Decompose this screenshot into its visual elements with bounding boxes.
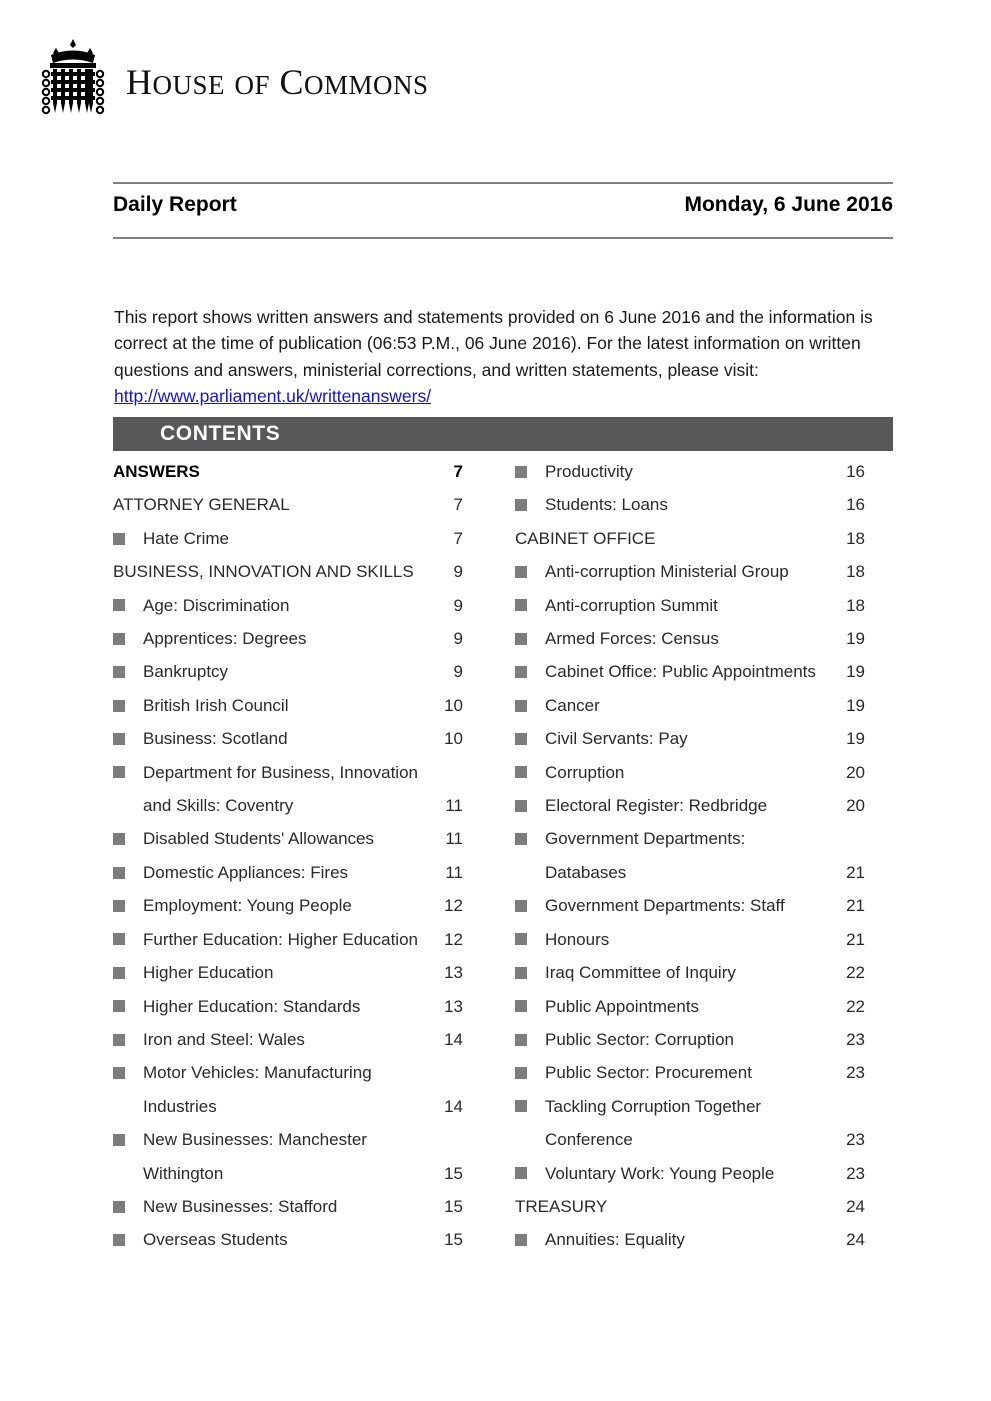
bullet-square-icon xyxy=(515,555,545,588)
bullet-square-icon xyxy=(113,1056,143,1089)
bullet-square-glyph xyxy=(113,1234,125,1246)
toc-entry-label: Apprentices: Degrees xyxy=(143,629,307,649)
toc-entry-label: BUSINESS, INNOVATION AND SKILLS xyxy=(113,562,414,582)
toc-entry-label: Department for Business, Innovation and Skills: Coventry xyxy=(143,762,418,816)
toc-entry[interactable] xyxy=(113,589,463,622)
bullet-square-icon xyxy=(113,1023,143,1056)
toc-entry[interactable] xyxy=(113,522,463,555)
bullet-square-icon xyxy=(515,1223,545,1256)
bullet-square-icon xyxy=(515,1023,545,1056)
bullet-square-icon xyxy=(515,455,545,488)
toc-entry-label: Cancer xyxy=(545,695,600,715)
bullet-square-glyph xyxy=(515,666,527,678)
toc-page-number: 21 xyxy=(846,862,865,882)
toc-page-number: 14 xyxy=(444,1029,463,1049)
toc-page-number: 21 xyxy=(846,929,865,949)
toc-entry[interactable] xyxy=(515,555,865,588)
bullet-square-icon xyxy=(113,589,143,622)
bullet-square-glyph xyxy=(113,1201,125,1213)
toc-entry[interactable] xyxy=(515,756,865,789)
toc-entry-label: Public Sector: Corruption xyxy=(545,1029,734,1049)
toc-page-number: 19 xyxy=(846,695,865,715)
toc-column-left xyxy=(113,455,463,1257)
bullet-square-glyph xyxy=(515,967,527,979)
masthead-title-h: H xyxy=(126,62,153,102)
toc-entry[interactable] xyxy=(515,1023,865,1056)
bullet-square-icon xyxy=(515,689,545,722)
toc-entry-label: Business: Scotland xyxy=(143,729,288,749)
bullet-square-glyph xyxy=(515,700,527,712)
toc-page-number: 13 xyxy=(444,996,463,1016)
toc-entry-label: Hate Crime xyxy=(143,528,229,548)
toc-entry-label: Higher Education: Standards xyxy=(143,996,361,1016)
bullet-square-icon xyxy=(515,956,545,989)
bullet-square-glyph xyxy=(113,833,125,845)
toc-entry[interactable] xyxy=(515,990,865,1023)
toc-entry-label: Government Departments: Databases xyxy=(545,829,746,882)
bullet-square-glyph xyxy=(515,499,527,511)
toc-entry[interactable] xyxy=(113,956,463,989)
bullet-square-glyph xyxy=(113,533,125,545)
toc-page-number: 15 xyxy=(444,1230,463,1250)
header-rule-top xyxy=(113,182,893,184)
bullet-square-glyph xyxy=(113,867,125,879)
bullet-square-glyph xyxy=(113,733,125,745)
written-answers-link[interactable]: http://www.parliament.uk/writtenanswers/ xyxy=(114,386,432,406)
bullet-square-icon xyxy=(515,488,545,521)
toc-entry[interactable] xyxy=(515,889,865,922)
portcullis-crown-icon xyxy=(38,36,108,128)
toc-page-number: 11 xyxy=(445,796,463,816)
toc-entry[interactable] xyxy=(515,689,865,722)
toc-entry-label: Anti-corruption Summit xyxy=(545,595,718,615)
table-of-contents xyxy=(113,455,893,1257)
bullet-square-icon xyxy=(113,756,143,789)
toc-entry-label: Cabinet Office: Public Appointments xyxy=(545,662,816,682)
masthead-title-c: C xyxy=(279,62,305,102)
intro-text: This report shows written answers and statements provided on 6 June 2016 and the information is correct at the time of publication (06:53 P.M., 06 June 2016). For the latest information on written questions and answers, ministerial corrections, and written statements, please visit: xyxy=(114,306,873,380)
toc-section-heading[interactable] xyxy=(113,455,463,488)
toc-page-number: 18 xyxy=(846,595,865,615)
toc-page-number: 9 xyxy=(453,629,463,649)
bullet-square-glyph xyxy=(113,1134,125,1146)
toc-entry-label: Iron and Steel: Wales xyxy=(143,1029,305,1049)
bullet-square-glyph xyxy=(113,900,125,912)
bullet-square-icon xyxy=(113,1223,143,1256)
toc-entry[interactable] xyxy=(113,1190,463,1223)
toc-entry-label: Employment: Young People xyxy=(143,896,352,916)
bullet-square-glyph xyxy=(113,599,125,611)
bullet-square-icon xyxy=(515,990,545,1023)
toc-entry[interactable] xyxy=(515,822,865,889)
bullet-square-glyph xyxy=(113,766,125,778)
bullet-square-glyph xyxy=(113,666,125,678)
toc-page-number: 24 xyxy=(846,1196,865,1216)
toc-section-heading[interactable] xyxy=(113,555,463,588)
bullet-square-glyph xyxy=(515,1067,527,1079)
toc-entry-label: TREASURY xyxy=(515,1196,608,1216)
toc-entry-label: Government Departments: Staff xyxy=(545,896,785,916)
toc-entry[interactable] xyxy=(515,455,865,488)
toc-entry[interactable] xyxy=(113,923,463,956)
toc-entry-label: Age: Discrimination xyxy=(143,595,290,615)
report-date: Monday, 6 June 2016 xyxy=(684,193,893,216)
bullet-square-glyph xyxy=(515,733,527,745)
bullet-square-icon xyxy=(515,923,545,956)
bullet-square-glyph xyxy=(113,1000,125,1012)
toc-column-right xyxy=(515,455,865,1257)
toc-page-number: 23 xyxy=(846,1029,865,1049)
toc-entry-label: Students: Loans xyxy=(545,495,668,515)
bullet-square-glyph xyxy=(515,1167,527,1179)
bullet-square-icon xyxy=(113,990,143,1023)
toc-page-number: 15 xyxy=(444,1196,463,1216)
toc-page-number: 19 xyxy=(846,729,865,749)
toc-page-number: 23 xyxy=(846,1163,865,1183)
toc-page-number: 9 xyxy=(453,595,463,615)
toc-entry-label: ATTORNEY GENERAL xyxy=(113,495,290,515)
toc-entry[interactable] xyxy=(515,722,865,755)
toc-entry-label: Honours xyxy=(545,929,610,949)
toc-entry[interactable] xyxy=(113,655,463,688)
bullet-square-glyph xyxy=(113,1034,125,1046)
toc-entry-label: Tackling Corruption Together Conference xyxy=(545,1096,762,1150)
toc-section-heading[interactable] xyxy=(515,522,865,555)
toc-entry-label: CABINET OFFICE xyxy=(515,528,656,548)
toc-entry-label: Domestic Appliances: Fires xyxy=(143,862,349,882)
toc-page-number: 22 xyxy=(846,996,865,1016)
toc-entry[interactable] xyxy=(113,889,463,922)
bullet-square-icon xyxy=(515,822,545,855)
toc-entry[interactable] xyxy=(113,1223,463,1256)
toc-entry[interactable] xyxy=(113,990,463,1023)
toc-entry-label: British Irish Council xyxy=(143,695,289,715)
contents-banner-label: CONTENTS xyxy=(160,422,281,445)
toc-entry-label: Annuities: Equality xyxy=(545,1230,685,1250)
toc-entry-label: Higher Education xyxy=(143,963,274,983)
bullet-square-icon xyxy=(515,722,545,755)
toc-page-number: 11 xyxy=(445,829,463,849)
toc-page-number: 21 xyxy=(846,896,865,916)
toc-entry[interactable] xyxy=(113,689,463,722)
toc-entry[interactable] xyxy=(515,1157,865,1190)
bullet-square-glyph xyxy=(113,933,125,945)
bullet-square-icon xyxy=(515,789,545,822)
toc-page-number: 10 xyxy=(444,695,463,715)
toc-page-number: 12 xyxy=(444,929,463,949)
toc-page-number: 18 xyxy=(846,562,865,582)
toc-entry[interactable] xyxy=(515,622,865,655)
toc-entry-label: Iraq Committee of Inquiry xyxy=(545,963,736,983)
bullet-square-glyph xyxy=(515,800,527,812)
bullet-square-glyph xyxy=(113,1067,125,1079)
toc-entry[interactable] xyxy=(515,789,865,822)
bullet-square-icon xyxy=(515,756,545,789)
bullet-square-glyph xyxy=(515,900,527,912)
toc-page-number: 22 xyxy=(846,963,865,983)
bullet-square-glyph xyxy=(515,833,527,845)
intro-paragraph xyxy=(114,304,882,410)
toc-entry-label: New Businesses: Manchester Withington xyxy=(143,1130,367,1183)
header-row xyxy=(113,193,893,217)
toc-entry[interactable] xyxy=(113,722,463,755)
bullet-square-icon xyxy=(113,923,143,956)
toc-entry[interactable] xyxy=(113,1123,463,1190)
toc-entry[interactable] xyxy=(113,622,463,655)
toc-entry[interactable] xyxy=(113,756,463,823)
toc-entry[interactable] xyxy=(113,1056,463,1123)
masthead-title-of: OF xyxy=(234,70,271,100)
bullet-square-glyph xyxy=(515,1100,527,1112)
bullet-square-glyph xyxy=(515,766,527,778)
bullet-square-glyph xyxy=(515,933,527,945)
toc-entry-label: Motor Vehicles: Manufacturing Industries xyxy=(143,1063,372,1116)
toc-page-number: 16 xyxy=(846,462,865,481)
toc-page-number: 14 xyxy=(444,1096,463,1116)
toc-entry-label: Civil Servants: Pay xyxy=(545,729,688,749)
toc-page-number: 9 xyxy=(453,662,463,682)
toc-entry-label: Voluntary Work: Young People xyxy=(545,1163,775,1183)
toc-page-number: 15 xyxy=(444,1163,463,1183)
toc-entry[interactable] xyxy=(113,1023,463,1056)
bullet-square-icon xyxy=(515,1090,545,1123)
toc-entry[interactable] xyxy=(113,822,463,855)
toc-entry-label: Bankruptcy xyxy=(143,662,229,682)
toc-entry-label: Further Education: Higher Education xyxy=(143,929,418,949)
toc-page-number: 10 xyxy=(444,729,463,749)
bullet-square-glyph xyxy=(113,700,125,712)
toc-page-number: 19 xyxy=(846,629,865,649)
toc-entry[interactable] xyxy=(515,1223,865,1256)
toc-page-number: 18 xyxy=(846,528,865,548)
toc-entry-label: Armed Forces: Census xyxy=(545,629,719,649)
bullet-square-icon xyxy=(113,722,143,755)
toc-page-number: 24 xyxy=(846,1230,865,1250)
toc-entry-label: Disabled Students' Allowances xyxy=(143,829,374,849)
toc-page-number: 23 xyxy=(846,1130,865,1150)
masthead-title-ommons: OMMONS xyxy=(304,70,429,100)
bullet-square-icon xyxy=(113,522,143,555)
toc-entry-label: Corruption xyxy=(545,762,625,782)
bullet-square-icon xyxy=(515,622,545,655)
toc-page-number: 20 xyxy=(846,796,865,816)
toc-section-heading[interactable] xyxy=(113,488,463,521)
bullet-square-icon xyxy=(113,822,143,855)
toc-page-number: 7 xyxy=(453,462,463,481)
toc-entry[interactable] xyxy=(515,655,865,688)
toc-page-number: 19 xyxy=(846,662,865,682)
contents-banner xyxy=(113,417,893,451)
masthead-title xyxy=(126,61,429,103)
bullet-square-glyph xyxy=(113,967,125,979)
page-title: Daily Report xyxy=(113,193,237,216)
toc-page-number: 20 xyxy=(846,762,865,782)
bullet-square-icon xyxy=(515,589,545,622)
bullet-square-icon xyxy=(113,856,143,889)
toc-entry[interactable] xyxy=(515,589,865,622)
toc-entry[interactable] xyxy=(113,856,463,889)
toc-page-number: 9 xyxy=(453,562,463,582)
toc-entry-label: Public Sector: Procurement xyxy=(545,1063,752,1083)
toc-page-number: 16 xyxy=(846,495,865,515)
bullet-square-glyph xyxy=(515,1000,527,1012)
bullet-square-glyph xyxy=(515,1034,527,1046)
toc-page-number: 23 xyxy=(846,1063,865,1083)
toc-entry-label: Overseas Students xyxy=(143,1230,288,1250)
bullet-square-icon xyxy=(113,889,143,922)
toc-entry-label: Anti-corruption Ministerial Group xyxy=(545,562,789,582)
toc-entry-label: New Businesses: Stafford xyxy=(143,1196,338,1216)
bullet-square-icon xyxy=(515,1157,545,1190)
bullet-square-icon xyxy=(113,1190,143,1223)
toc-section-heading[interactable] xyxy=(515,1190,865,1223)
toc-page-number: 11 xyxy=(445,862,463,882)
toc-entry-label: Productivity xyxy=(545,462,633,481)
toc-entry-label: Public Appointments xyxy=(545,996,700,1016)
toc-entry[interactable] xyxy=(515,956,865,989)
bullet-square-icon xyxy=(515,1056,545,1089)
header-rule-bottom xyxy=(113,237,893,239)
bullet-square-glyph xyxy=(515,466,527,478)
toc-page-number: 7 xyxy=(453,528,463,548)
bullet-square-glyph xyxy=(515,633,527,645)
bullet-square-icon xyxy=(515,889,545,922)
toc-entry-label: ANSWERS xyxy=(113,462,200,481)
toc-entry[interactable] xyxy=(515,923,865,956)
toc-page-number: 7 xyxy=(453,495,463,515)
bullet-square-icon xyxy=(113,1123,143,1156)
bullet-square-icon xyxy=(113,956,143,989)
bullet-square-glyph xyxy=(515,599,527,611)
bullet-square-glyph xyxy=(515,566,527,578)
toc-entry[interactable] xyxy=(515,1090,865,1157)
bullet-square-icon xyxy=(113,655,143,688)
toc-entry[interactable] xyxy=(515,488,865,521)
toc-page-number: 12 xyxy=(444,896,463,916)
toc-entry[interactable] xyxy=(515,1056,865,1089)
bullet-square-icon xyxy=(113,689,143,722)
bullet-square-icon xyxy=(113,622,143,655)
bullet-square-glyph xyxy=(515,1234,527,1246)
toc-page-number: 13 xyxy=(444,963,463,983)
masthead-title-ouse: OUSE xyxy=(152,70,226,100)
bullet-square-icon xyxy=(515,655,545,688)
masthead xyxy=(38,36,429,128)
bullet-square-glyph xyxy=(113,633,125,645)
toc-entry-label: Electoral Register: Redbridge xyxy=(545,796,768,816)
